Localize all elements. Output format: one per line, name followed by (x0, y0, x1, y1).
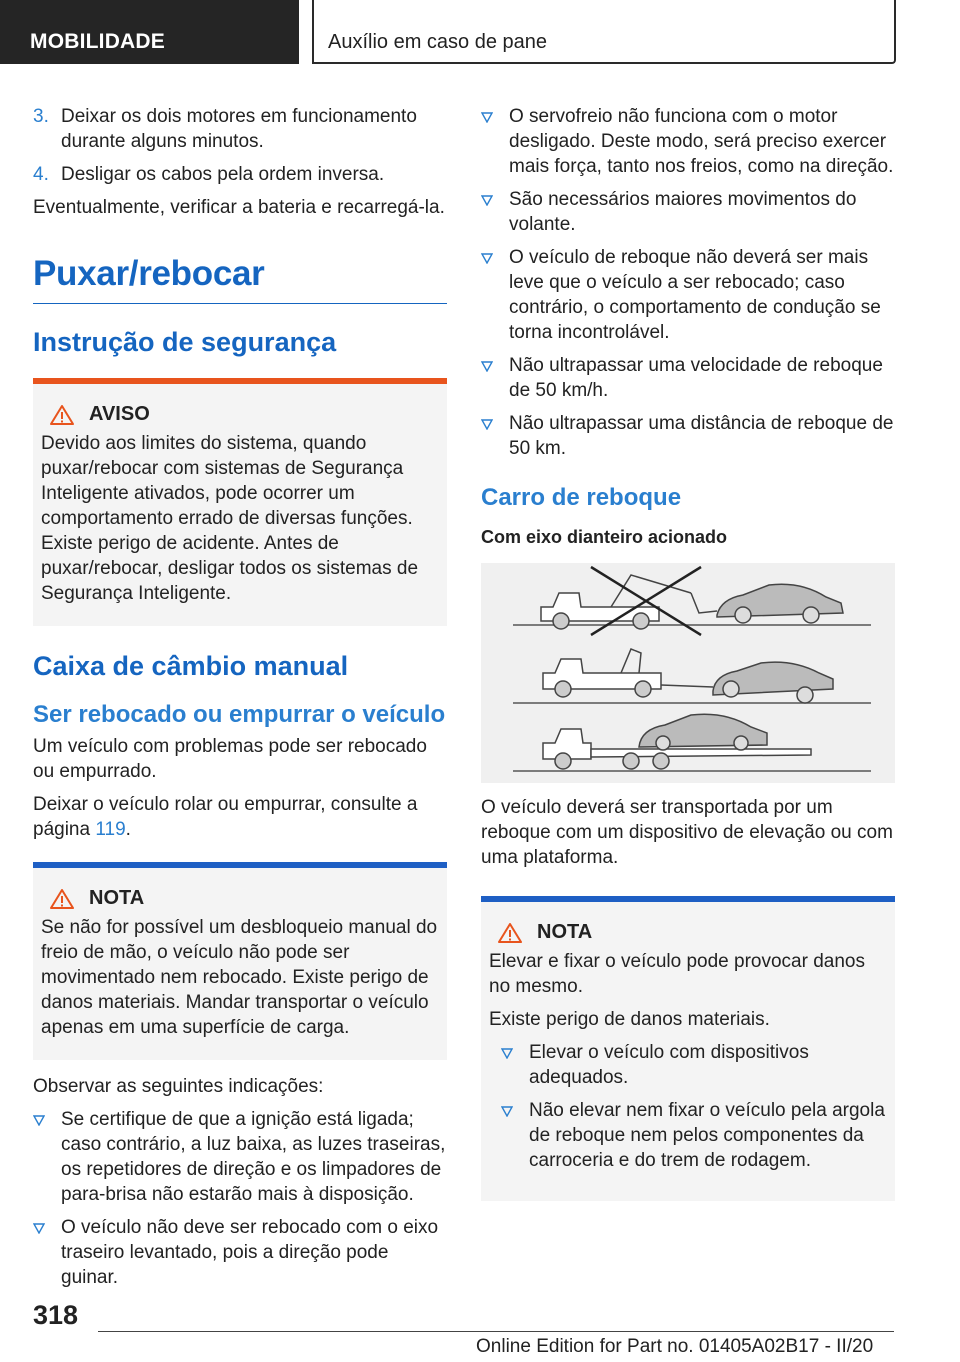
list-item (481, 245, 895, 345)
list-item-text: Elevar o veículo com dispositivos adequados. (529, 1042, 809, 1088)
list-item-text: O veículo de reboque não deverá ser mais leve que o veículo a ser rebocado; caso contrário, o comportamento de condução se torna incontrolável. (509, 247, 881, 343)
list-item-text: Não elevar nem fixar o veículo pela argola de reboque nem pelos componentes da carroceria e do trem de rodagem. (529, 1100, 885, 1171)
paragraph-transport: O veículo deverá ser transportada por um reboque com um dispositivo de elevação ou com uma plataforma. (481, 797, 893, 868)
paragraph-battery: Eventualmente, verificar a bateria e recarregá-la. (33, 197, 445, 218)
warning-label: AVISO (89, 403, 150, 425)
bullet-triangle-icon (481, 419, 493, 430)
note-text (489, 949, 887, 1173)
paragraph-observe: Observar as seguintes indicações: (33, 1076, 324, 1097)
footer-edition: Online Edition for Part no. 01405A02B17 - II/20 (476, 1336, 874, 1357)
bullet-triangle-icon (33, 1115, 45, 1126)
heading-towing: Puxar/rebocar (33, 254, 447, 304)
warning-box (33, 378, 447, 626)
page-link-119[interactable]: 119 (95, 819, 126, 840)
heading-safety: Instrução de segurança (33, 327, 337, 357)
note-box (33, 862, 447, 1060)
step-3 (33, 104, 447, 154)
step-number: 3. (33, 106, 49, 127)
left-column (33, 104, 447, 1298)
step-4 (33, 162, 447, 187)
list-item-text: São necessários maiores movimentos do volante. (509, 189, 857, 235)
header-section-label: MOBILIDADE (30, 30, 165, 53)
towing-illustration (481, 563, 895, 783)
list-item (33, 1215, 447, 1290)
header-section (0, 0, 299, 64)
heading-manual-gearbox: Caixa de câmbio manual (33, 651, 349, 681)
list-item (501, 1098, 887, 1173)
heading-towed-pushed: Ser rebocado ou empurrar o veículo (33, 701, 446, 728)
heading-front-axle: Com eixo dianteiro acionado (481, 527, 728, 547)
list-item-text: O servofreio não funciona com o motor desligado. Deste modo, será preciso exercer mais força, tanto nos freios, como na direção. (509, 106, 894, 177)
page-number: 318 (33, 1300, 79, 1330)
paragraph-towed-2-end: . (125, 819, 131, 840)
header-chapter: Auxílio em caso de pane (312, 0, 896, 64)
list-item (501, 1040, 887, 1090)
note-label: NOTA (537, 921, 593, 943)
list-item (33, 1107, 447, 1207)
list-item (481, 104, 895, 179)
heading-tow-truck: Carro de reboque (481, 484, 682, 511)
list-item (481, 411, 895, 461)
footer-divider (98, 1331, 894, 1332)
list-item-text: Se certifique de que a ignição está ligada; caso contrário, a luz baixa, as luzes traseiras, os repetidores de direção e os limpadores de para-brisa não estarão mais à disposição. (61, 1109, 446, 1205)
bullet-triangle-icon (33, 1223, 45, 1234)
bullet-triangle-icon (501, 1048, 513, 1059)
step-text: Deixar os dois motores em funcionamento durante alguns minutos. (61, 106, 417, 152)
warning-title (49, 402, 439, 427)
warning-triangle-icon (49, 888, 75, 910)
note-label: NOTA (89, 887, 145, 909)
warning-triangle-icon (497, 922, 523, 944)
list-item-text: O veículo não deve ser rebocado com o eixo traseiro levantado, pois a direção pode guinar. (61, 1217, 439, 1288)
paragraph-towed-2-text: Deixar o veículo rolar ou empurrar, consulte a página (33, 794, 418, 840)
list-item (481, 187, 895, 237)
note-paragraph-2: Existe perigo de danos materiais. (489, 1009, 770, 1030)
warning-text: Devido aos limites do sistema, quando puxar/rebocar com sistemas de Segurança Inteligente ativados, pode ocorrer um comportamento errado de diversas funções. Existe perigo de acidente. Antes de puxar/rebocar, desligar todos os sistemas de Segurança Inteligente. (41, 433, 419, 604)
note-title (497, 920, 887, 945)
bullet-triangle-icon (481, 361, 493, 372)
paragraph-towed-2 (33, 792, 447, 842)
bullet-triangle-icon (481, 112, 493, 123)
note-text: Se não for possível um desbloqueio manual do freio de mão, o veículo não pode ser movimentado nem rebocado. Existe perigo de danos materiais. Mandar transportar o veículo apenas em uma superfície de carga. (41, 917, 438, 1038)
note-box-lift (481, 896, 895, 1201)
note-title (49, 886, 439, 911)
list-item-text: Não ultrapassar uma velocidade de reboque de 50 km/h. (509, 355, 883, 401)
right-column (481, 104, 895, 1201)
bullet-triangle-icon (501, 1106, 513, 1117)
bullet-triangle-icon (481, 253, 493, 264)
note-paragraph-1: Elevar e fixar o veículo pode provocar danos no mesmo. (489, 951, 865, 997)
step-number: 4. (33, 164, 49, 185)
warning-triangle-icon (49, 404, 75, 426)
list-item-text: Não ultrapassar uma distância de reboque de 50 km. (509, 413, 894, 459)
list-item (481, 353, 895, 403)
step-text: Desligar os cabos pela ordem inversa. (61, 164, 385, 185)
paragraph-towed-1: Um veículo com problemas pode ser rebocado ou empurrado. (33, 736, 427, 782)
tow-truck-illustration-icon (481, 563, 895, 783)
bullet-triangle-icon (481, 195, 493, 206)
